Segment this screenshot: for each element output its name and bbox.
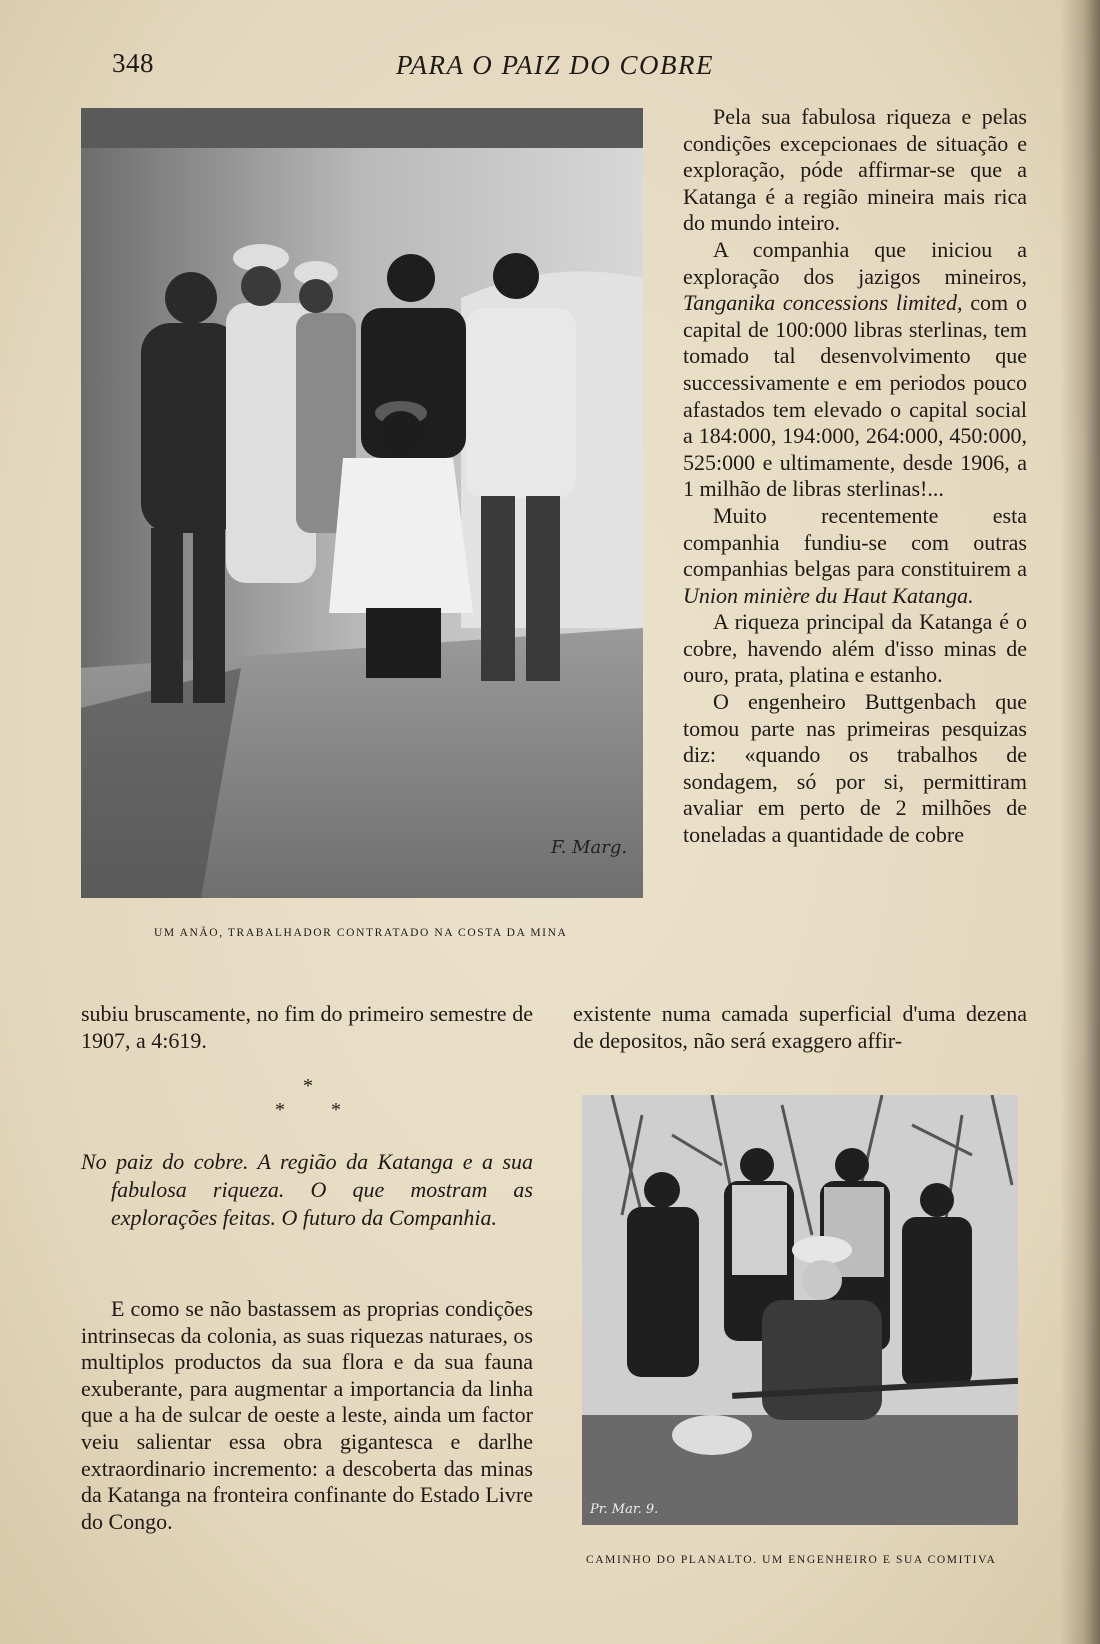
company-name: Tanganika concessions limited, xyxy=(683,290,963,316)
left-column-continuation: subiu bruscamente, no fim do primeiro semestre de 1907, a 4:619. xyxy=(81,1001,533,1053)
paragraph: O engenheiro Buttgenbach que tomou parte nas primeiras pesquizas diz: «quando os trabalhos de sondagem, só por si, permittiram avaliar em perto de 2 milhões de toneladas a quantidade de cobre xyxy=(683,689,1027,848)
paragraph xyxy=(683,503,1027,609)
star: * xyxy=(275,1099,285,1121)
photo-1-signature: F. Marg. xyxy=(551,837,628,858)
page-number: 348 xyxy=(112,48,154,78)
right-column-continuation: existente numa camada superficial d'uma dezena de depositos, não será exaggero affir- xyxy=(573,1001,1027,1053)
section-summary: No paiz do cobre. A região da Katanga e a sua fabulosa riqueza. O que mostram as explorações feitas. O futuro da Companhia. xyxy=(81,1149,533,1230)
caption-dwarf-worker: UM ANÃO, TRABALHADOR CONTRATADO NA COSTA DA MINA xyxy=(154,927,568,939)
text-span: Muito recentemente esta companhia fundiu-se com outras companhias belgas para constituirem a xyxy=(683,502,1027,582)
caption-engineer-retinue: CAMINHO DO PLANALTO. UM ENGENHEIRO E SUA COMITIVA xyxy=(586,1554,997,1566)
left-column-body xyxy=(81,1296,533,1535)
text-span: com o capital de 100:000 libras sterlinas, tem tomado tal desenvolvimento que successivamente e em periodos pouco afastados tem elevado o capital social a 184:000, 194:000, 264:000, 450:000, 525:000 e ultimamente, desde 1906, a 1 milhão de libras sterlinas!... xyxy=(683,290,1027,502)
photo-dwarf-worker-illustration xyxy=(81,108,643,898)
paragraph xyxy=(683,237,1027,503)
paragraph: E como se não bastassem as proprias condições intrinsecas da colonia, as suas riquezas naturaes, os multiplos productos da sua flora e da sua fauna exuberante, para augmentar a importancia da linha que a ha de sulcar de oeste a leste, ainda um factor veiu salientar essa obra gigantesca e darlhe extraordinario incremento: a descoberta das minas da Katanga na fronteira confinante do Estado Livre do Congo. xyxy=(81,1296,533,1534)
photo-dwarf-worker xyxy=(81,108,643,898)
company-name: Union minière du Haut Katanga. xyxy=(683,582,974,608)
page-edge-shadow xyxy=(1060,0,1100,1644)
section-divider-stars xyxy=(255,1075,355,1125)
text-span: A companhia que iniciou a exploração dos jazigos mineiros, xyxy=(683,236,1027,289)
photo-engineer-retinue-illustration xyxy=(582,1095,1018,1525)
star: * xyxy=(303,1075,313,1097)
paragraph: Pela sua fabulosa riqueza e pelas condições excepcionaes de situação e exploração, póde affirmar-se que a Katanga é a região mineira mais rica do mundo inteiro. xyxy=(683,104,1027,236)
running-title: PARA O PAIZ DO COBRE xyxy=(396,50,714,80)
right-column-text xyxy=(683,104,1027,849)
paragraph: A riqueza principal da Katanga é o cobre, havendo além d'isso minas de ouro, prata, platina e estanho. xyxy=(683,609,1027,688)
photo-2-signature: Pr. Mar. 9. xyxy=(590,1502,659,1517)
star: * xyxy=(331,1099,341,1121)
photo-engineer-retinue xyxy=(582,1095,1018,1525)
